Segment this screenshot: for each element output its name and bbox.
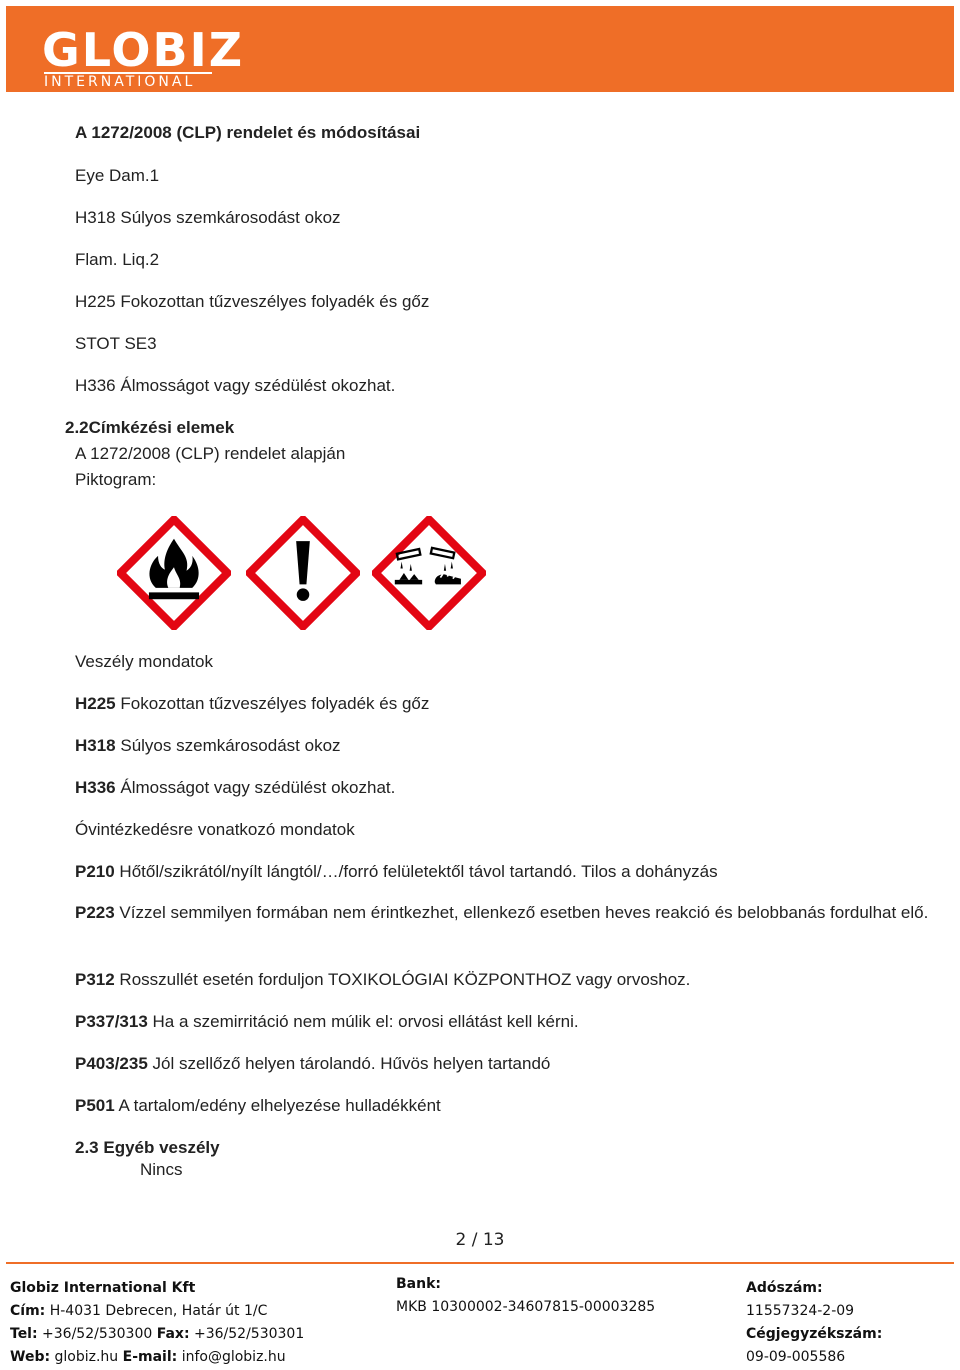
footer-address-value: H-4031 Debrecen, Határ út 1/C (45, 1303, 268, 1319)
page-number: 2 / 13 (455, 1230, 505, 1250)
precaution-statement (75, 1012, 579, 1032)
precaution-text: A tartalom/edény elhelyezése hulladékként (114, 1096, 441, 1115)
footer-fax-value: +36/52/530301 (189, 1326, 305, 1342)
hazard-code: H318 (75, 736, 116, 755)
precaution-text: Rosszullét esetén forduljon TOXIKOLÓGIAI KÖZPONTHOZ vagy orvoshoz. (114, 970, 691, 989)
precaution-text: Vízzel semmilyen formában nem érintkezhet, ellenkező esetben heves reakció és belobbanás fordulhat elő. (114, 903, 929, 922)
pictogram-label: Piktogram: (75, 470, 157, 489)
footer-address-label: Cím: (10, 1303, 46, 1319)
footer-reg-label: Cégjegyzékszám: (746, 1326, 883, 1342)
logo-main-text: GLOBIZ (42, 23, 245, 77)
other-hazard-value: Nincs (140, 1160, 183, 1179)
footer-tel-label: Tel: (10, 1326, 38, 1342)
footer-tel-value: +36/52/530300 (37, 1326, 157, 1342)
footer-web-value: globiz.hu (50, 1349, 123, 1365)
footer-web-label: Web: (10, 1349, 51, 1365)
header-banner (6, 6, 954, 92)
footer-reg-value: 09-09-005586 (746, 1349, 846, 1365)
classification-line: STOT SE3 (75, 334, 157, 353)
hazard-text: Álmosságot vagy szédülést okozhat. (115, 778, 396, 797)
hazard-statement (75, 778, 395, 798)
classification-line: H318 Súlyos szemkárosodást okoz (75, 208, 341, 227)
classification-title: A 1272/2008 (CLP) rendelet és módosításai (75, 123, 421, 142)
footer-bank-value: MKB 10300002-34607815-00003285 (396, 1299, 656, 1315)
footer-email-label: E-mail: (122, 1349, 178, 1365)
footer-tax-label: Adószám: (746, 1280, 823, 1296)
other-hazard-heading: 2.3 Egyéb veszély (75, 1138, 220, 1157)
clp-basis: A 1272/2008 (CLP) rendelet alapján (75, 444, 346, 463)
section-number: 2.2 (65, 418, 89, 437)
footer-address (10, 1303, 267, 1319)
footer-company: Globiz International Kft (10, 1280, 196, 1296)
hazard-heading: Veszély mondatok (75, 652, 213, 671)
footer-web (10, 1349, 286, 1365)
precaution-code: P312 (75, 970, 115, 989)
precaution-text: Jól szellőző helyen tárolandó. Hűvös helyen tartandó (147, 1054, 551, 1073)
company-logo (42, 23, 245, 90)
hazard-text: Fokozottan tűzveszélyes folyadék és gőz (115, 694, 430, 713)
footer-divider (6, 1262, 954, 1264)
footer-fax-label: Fax: (156, 1326, 190, 1342)
precaution-statement (75, 1054, 550, 1074)
precaution-code: P403/235 (75, 1054, 148, 1073)
classification-line: Eye Dam.1 (75, 166, 160, 185)
precaution-code: P337/313 (75, 1012, 148, 1031)
precaution-statement (75, 901, 955, 925)
exclamation-icon (246, 516, 360, 630)
classification-line: H225 Fokozottan tűzveszélyes folyadék és gőz (75, 292, 430, 311)
precaution-statement (75, 862, 718, 882)
hazard-text: Súlyos szemkárosodást okoz (115, 736, 341, 755)
precaution-code: P501 (75, 1096, 115, 1115)
hazard-code: H336 (75, 778, 116, 797)
precaution-heading: Óvintézkedésre vonatkozó mondatok (75, 820, 355, 839)
precaution-code: P223 (75, 903, 115, 922)
logo-sub-text: INTERNATIONAL (44, 72, 212, 89)
section-title: Címkézési elemek (88, 418, 235, 437)
hazard-statement (75, 694, 429, 714)
precaution-statement (75, 1096, 441, 1116)
footer-email-value: info@globiz.hu (177, 1349, 286, 1365)
hazard-statement (75, 736, 341, 756)
section-heading-label-elements (65, 418, 235, 438)
precaution-text: Ha a szemirritáció nem múlik el: orvosi ellátást kell kérni. (147, 1012, 579, 1031)
footer-tax-value: 11557324-2-09 (746, 1303, 855, 1319)
precaution-code: P210 (75, 862, 115, 881)
flame-icon (117, 516, 231, 630)
footer-phone (10, 1326, 304, 1342)
precaution-text: Hőtől/szikrától/nyílt lángtól/…/forró felületektől távol tartandó. Tilos a dohányzás (114, 862, 718, 881)
classification-line: Flam. Liq.2 (75, 250, 160, 269)
footer-bank-label: Bank: (396, 1276, 441, 1292)
corrosion-icon (372, 516, 486, 630)
precaution-statement (75, 970, 690, 990)
hazard-code: H225 (75, 694, 116, 713)
classification-line: H336 Álmosságot vagy szédülést okozhat. (75, 376, 396, 395)
